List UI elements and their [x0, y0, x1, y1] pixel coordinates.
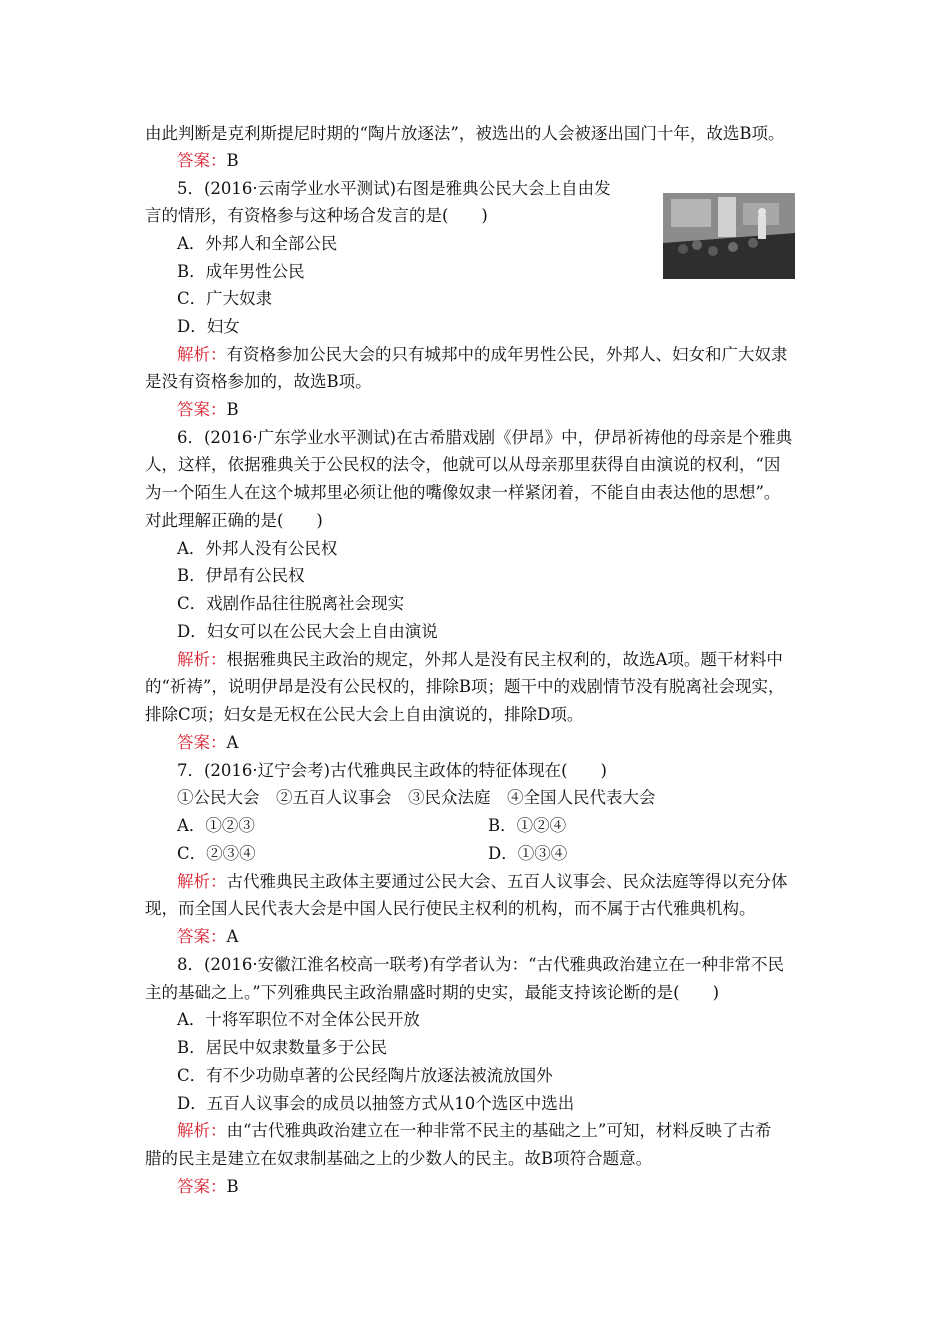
explanation-line [177, 345, 788, 365]
answer-line [177, 733, 238, 753]
answer-label: 答案： [177, 151, 227, 170]
option-d: D．妇女可以在公民大会上自由演说 [177, 622, 438, 641]
answer-label: 答案： [177, 733, 227, 752]
assembly-photo [663, 193, 795, 279]
option-b: B．居民中奴隶数量多于公民 [177, 1038, 388, 1057]
answer-value: A [226, 927, 239, 946]
option-d: D．五百人议事会的成员以抽签方式从10个选区中选出 [177, 1094, 575, 1113]
option-c: C．戏剧作品往往脱离社会现实 [177, 594, 405, 613]
answer-value: B [226, 151, 239, 170]
option-d: D．妇女 [177, 317, 240, 336]
option-c: C．②③④ [177, 844, 256, 863]
question-8-stem: 8．(2016·安徽江淮名校高一联考)有学者认为：“古代雅典政治建立在一种非常不民 [177, 955, 785, 974]
option-a: A．十将军职位不对全体公民开放 [177, 1010, 420, 1029]
text-line: 由此判断是克利斯提尼时期的“陶片放逐法”，被选出的人会被逐出国门十年，故选B项。 [145, 124, 785, 143]
question-7-stem: 7．(2016·辽宁会考)古代雅典民主政体的特征体现在( ) [177, 761, 607, 780]
explanation-text-cont: 的“祈祷”，说明伊昂是没有公民权的，排除B项；题干中的戏剧情节没有脱离社会现实， [145, 677, 785, 696]
question-5-stem-cont: 言的情形，有资格参与这种场合发言的是( ) [145, 206, 488, 225]
answer-line [177, 1177, 239, 1197]
question-6-stem-cont: 人，这样，依据雅典关于公民权的法令，他就可以从母亲那里获得自由演说的权利，“因 [145, 455, 781, 474]
answer-label: 答案： [177, 400, 227, 419]
explanation-text: 由“古代雅典政治建立在一种非常不民主的基础之上”可知，材料反映了古希 [226, 1121, 772, 1140]
option-c: C．有不少功勋卓著的公民经陶片放逐法被流放国外 [177, 1066, 553, 1085]
explanation-label: 解析： [177, 1121, 227, 1140]
answer-line [177, 927, 238, 947]
answer-value: B [226, 1177, 239, 1196]
option-c: C．广大奴隶 [177, 289, 273, 308]
answer-label: 答案： [177, 927, 227, 946]
explanation-text: 有资格参加公民大会的只有城邦中的成年男性公民，外邦人、妇女和广大奴隶 [226, 345, 788, 364]
question-6-stem: 6．(2016·广东学业水平测试)在古希腊戏剧《伊昂》中，伊昂祈祷他的母亲是个雅典 [177, 428, 793, 447]
question-6-stem-cont: 对此理解正确的是( ) [145, 511, 323, 530]
question-6-stem-cont: 为一个陌生人在这个城邦里必须让他的嘴像奴隶一样紧闭着，不能自由表达他的思想”。 [145, 483, 781, 502]
option-b: B．成年男性公民 [177, 262, 305, 281]
question-7-items: ①公民大会 ②五百人议事会 ③民众法庭 ④全国人民代表大会 [177, 788, 656, 807]
answer-line [177, 400, 239, 420]
option-d: D．①③④ [488, 844, 568, 863]
explanation-text-cont: 是没有资格参加的，故选B项。 [145, 372, 372, 391]
option-a: A．①②③ [177, 816, 255, 835]
explanation-text-cont: 排除C项；妇女是无权在公民大会上自由演说的，排除D项。 [145, 705, 584, 724]
explanation-line [177, 1121, 771, 1141]
option-a: A．外邦人和全部公民 [177, 234, 338, 253]
question-5-stem: 5．(2016·云南学业水平测试)右图是雅典公民大会上自由发 [177, 179, 611, 198]
explanation-text: 根据雅典民主政治的规定，外邦人是没有民主权利的，故选A项。题干材料中 [226, 650, 783, 669]
explanation-text: 古代雅典民主政体主要通过公民大会、五百人议事会、民众法庭等得以充分体 [226, 872, 788, 891]
option-b: B．伊昂有公民权 [177, 566, 305, 585]
explanation-text-cont: 腊的民主是建立在奴隶制基础之上的少数人的民主。故B项符合题意。 [145, 1149, 653, 1168]
answer-line [177, 151, 239, 171]
explanation-line [177, 650, 783, 670]
answer-label: 答案： [177, 1177, 227, 1196]
explanation-label: 解析： [177, 650, 227, 669]
explanation-line [177, 872, 788, 892]
option-a: A．外邦人没有公民权 [177, 539, 338, 558]
explanation-text-cont: 现，而全国人民代表大会是中国人民行使民主权利的机构，而不属于古代雅典机构。 [145, 899, 756, 918]
explanation-label: 解析： [177, 872, 227, 891]
answer-value: B [226, 400, 239, 419]
explanation-label: 解析： [177, 345, 227, 364]
answer-value: A [226, 733, 239, 752]
question-8-stem-cont: 主的基础之上。”下列雅典民主政治鼎盛时期的史实，最能支持该论断的是( ) [145, 983, 720, 1002]
option-b: B．①②④ [488, 816, 567, 835]
